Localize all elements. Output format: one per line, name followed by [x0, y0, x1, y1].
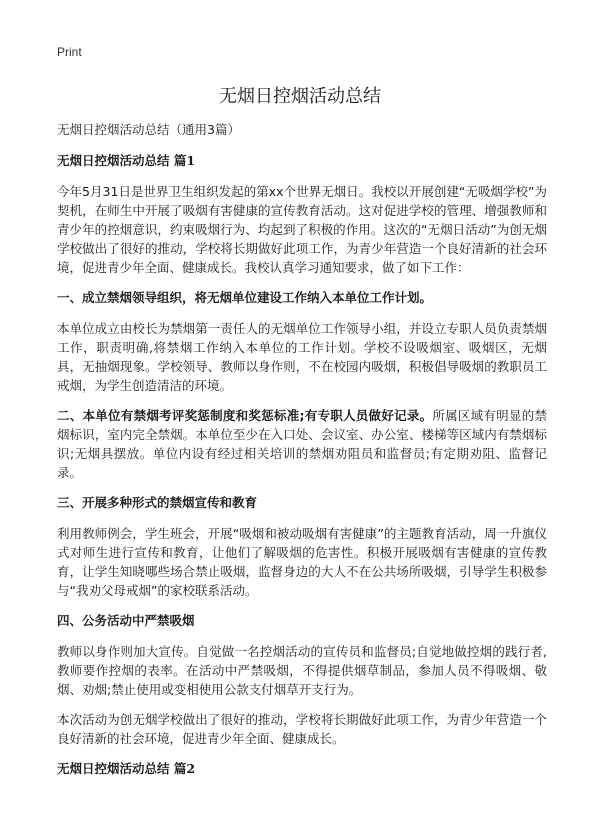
section-2-body: 所属区域有明显的禁烟标识，室内完全禁烟。本单位至少在入口处、会议室、办公室、楼梯等区域内有禁烟标识;无烟具摆放。单位内设有经过相关培训的禁烟劝阻员和监督员;有定期劝阻、监督记录。	[57, 408, 547, 480]
print-label[interactable]: Print	[57, 45, 82, 59]
section-3-heading: 三、开展多种形式的禁烟宣传和教育	[57, 495, 258, 510]
article-1-heading: 无烟日控烟活动总结 篇1	[57, 153, 196, 168]
section-2-heading: 二、本单位有禁烟考评奖惩制度和奖惩标准;有专职人员做好记录。	[57, 408, 433, 423]
intro-paragraph: 今年5月31日是世界卫生组织发起的第xx个世界无烟日。我校以开展创建“无吸烟学校”为契机，在师生中开展了吸烟有害健康的宣传教育活动。这对促进学校的管理、增强教师和青少年的控烟意识，约束吸烟行为、均起到了积极的作用。这次的“无烟日活动”为创无烟学校做出了很好的推动，学校将长期做好此项工作，为青少年营造一个良好清新的社会环境，促进青少年全面、健康成长。我校认真学习通知要求，做了如下工作：	[57, 184, 547, 275]
section-4-heading: 四、公务活动中严禁吸烟	[57, 613, 195, 628]
section-2-paragraph	[57, 406, 547, 482]
article-2-heading: 无烟日控烟活动总结 篇2	[57, 761, 196, 776]
section-4-paragraph: 教师以身作则加大宣传。自觉做一名控烟活动的宣传员和监督员;自觉地做控烟的践行者,教师要作控烟的表率。在活动中严禁吸烟，不得提供烟草制品，参加人员不得吸烟、敬烟、劝烟;禁止使用或变相使用公款支付烟草开支行为。	[57, 644, 547, 697]
document-title: 无烟日控烟活动总结	[219, 86, 381, 107]
closing-paragraph: 本次活动为创无烟学校做出了很好的推动，学校将长期做好此项工作，为青少年营造一个良好清新的社会环境，促进青少年全面、健康成长。	[57, 712, 547, 746]
document-subtitle: 无烟日控烟活动总结（通用3篇）	[57, 122, 240, 137]
document-body	[57, 120, 547, 790]
section-3-paragraph: 利用教师例会，学生班会，开展“吸烟和被动吸烟有害健康”的主题教育活动，周一升旗仪式对师生进行宣传和教育，让他们了解吸烟的危害性。积极开展吸烟有害健康的宣传教育，让学生知晓哪些场合禁止吸烟，监督身边的大人不在公共场所吸烟，引导学生积极参与“我劝父母戒烟”的家校联系活动。	[57, 526, 547, 598]
section-1-paragraph: 本单位成立由校长为禁烟第一责任人的无烟单位工作领导小组，并设立专职人员负责禁烟工作，职责明确,将禁烟工作纳入本单位的工作计划。学校不设吸烟室、吸烟区，无烟具，无抽烟现象。学校领导、教师以身作则，不在校园内吸烟，积极倡导吸烟的教职员工戒烟，为学生创造清洁的环境。	[57, 321, 547, 393]
section-1-heading: 一、成立禁烟领导组织，将无烟单位建设工作纳入本单位工作计划。	[57, 290, 433, 305]
